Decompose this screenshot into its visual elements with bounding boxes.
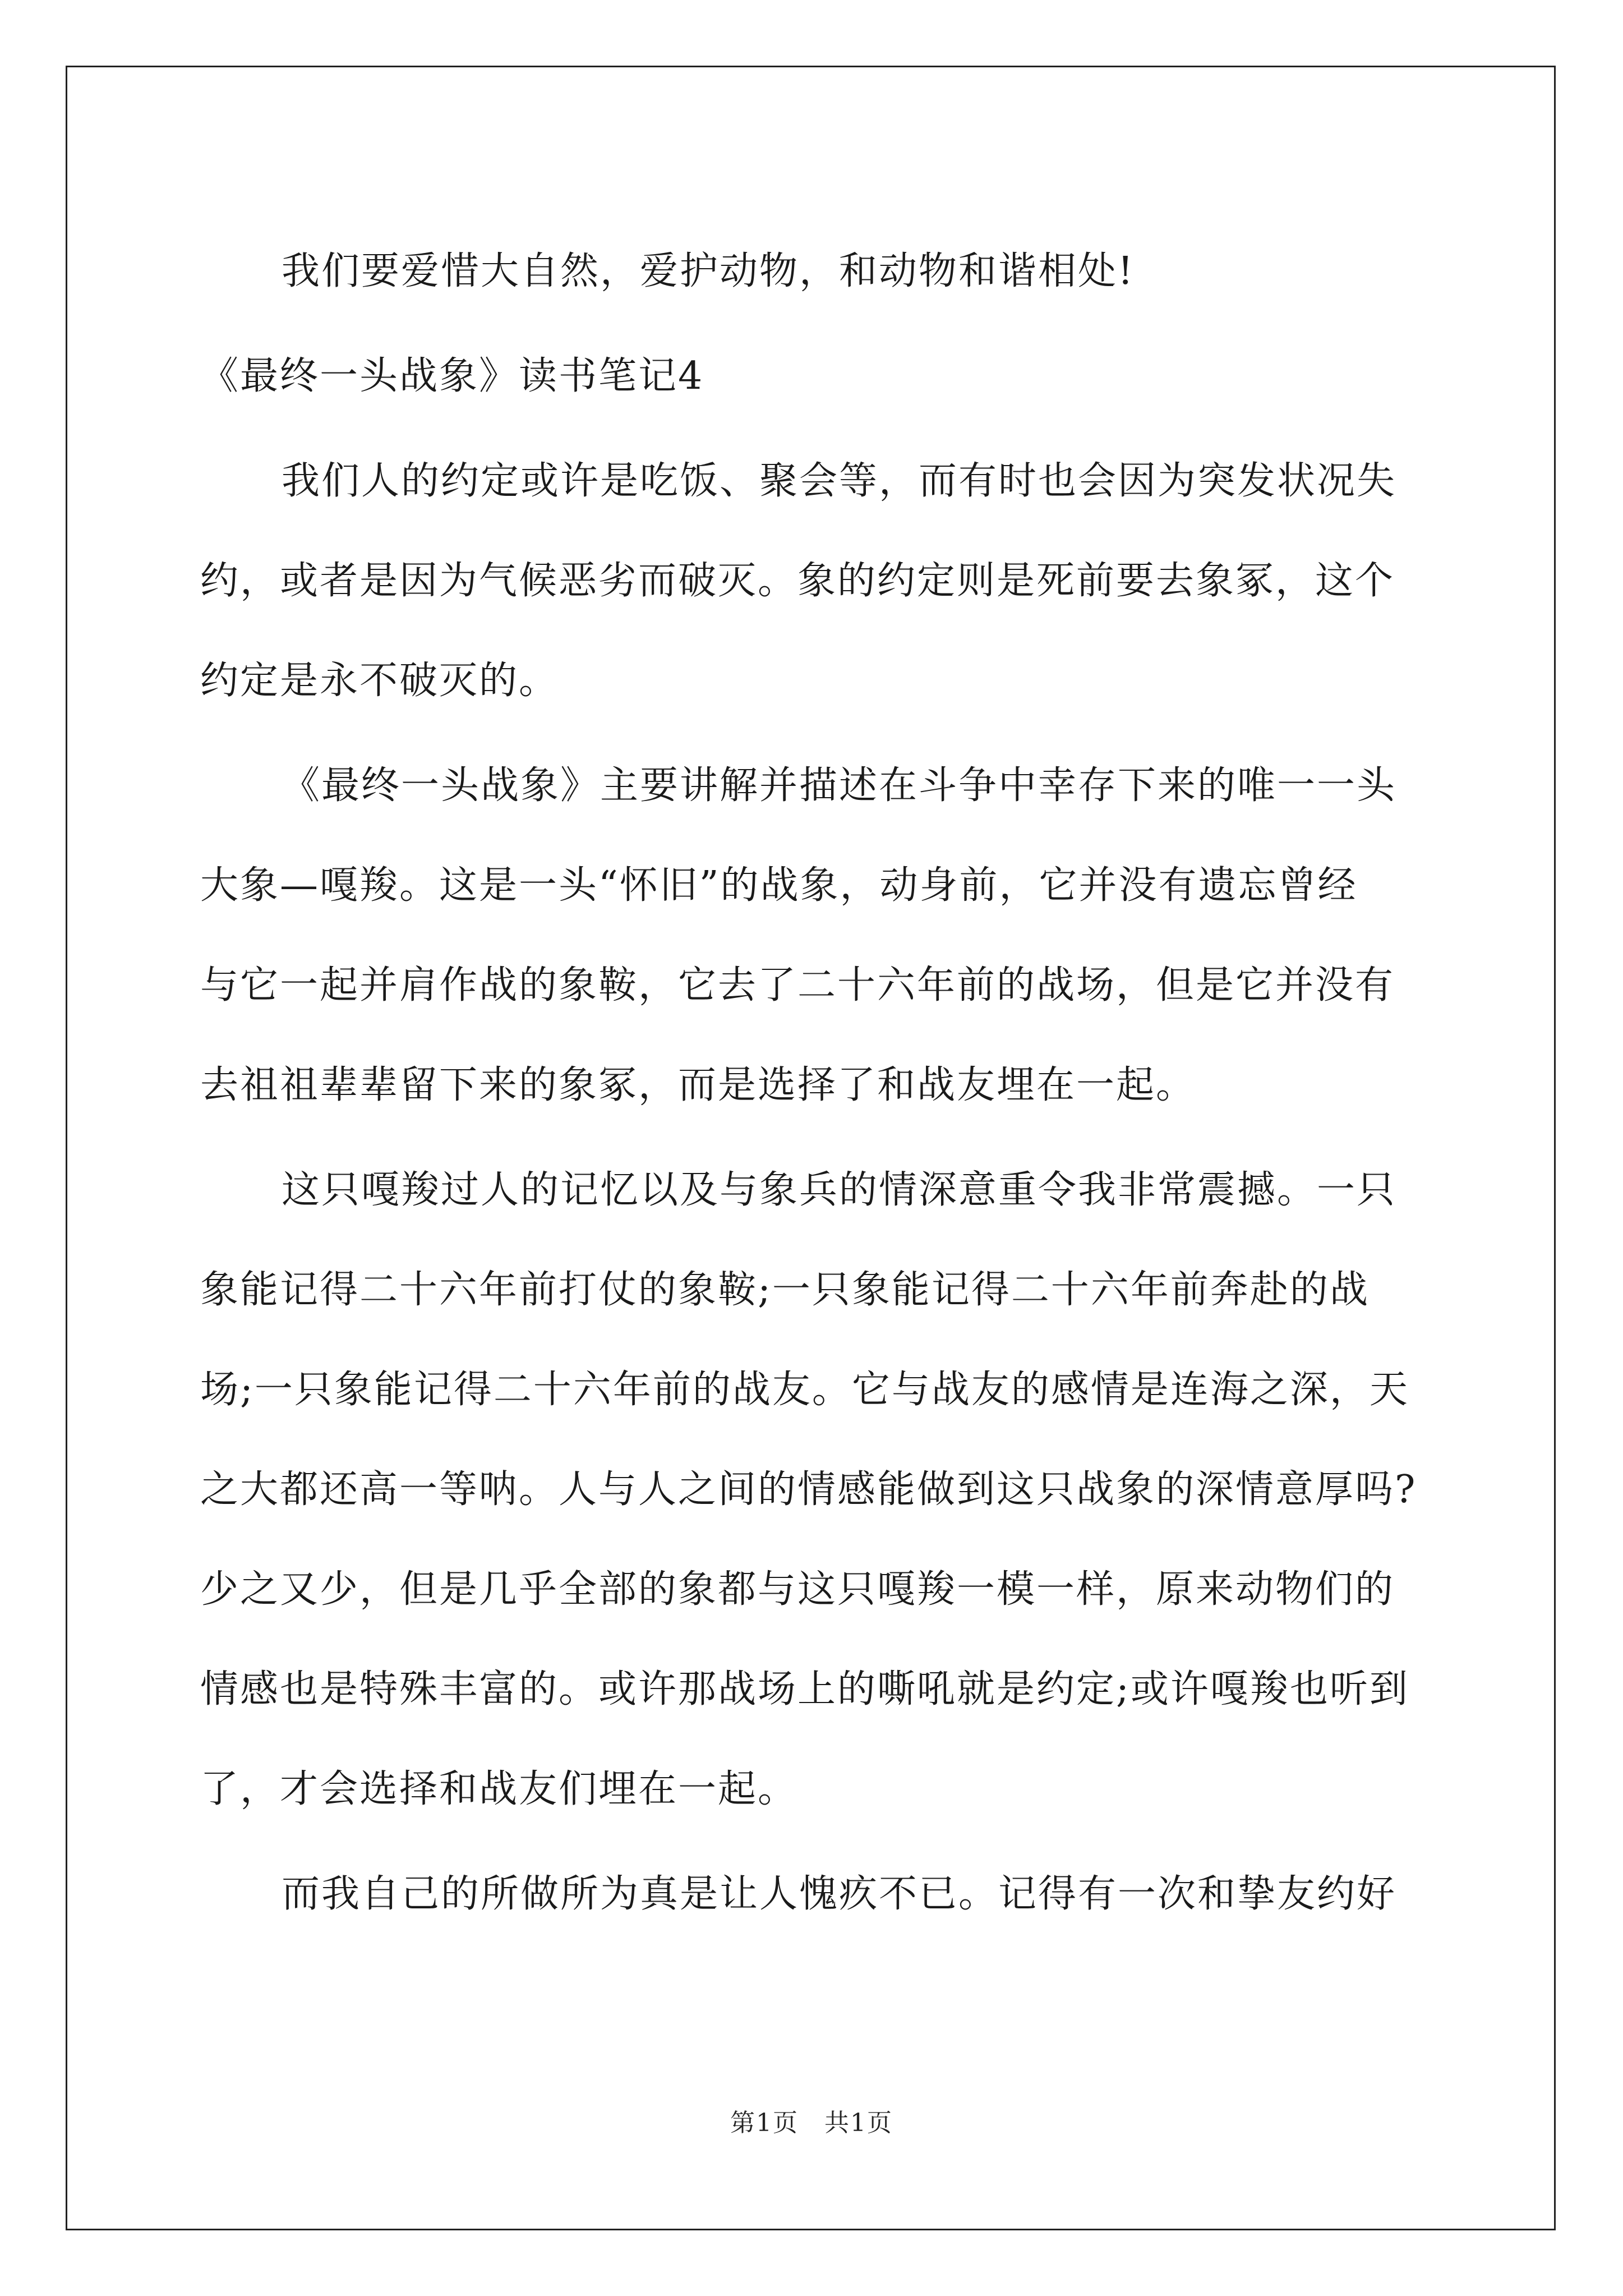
text-line: 去祖祖辈辈留下来的象冢，而是选择了和战友埋在一起。 xyxy=(200,1063,1196,1107)
text-line: 之大都还高一等呐。人与人之间的情感能做到这只战象的深情意厚吗? xyxy=(200,1467,1417,1512)
paragraph xyxy=(200,1844,1440,1944)
section-heading xyxy=(200,326,1440,426)
paragraph xyxy=(200,431,1440,731)
text-line: 我们人的约定或许是吃饭、聚会等，而有时也会因为突发状况失 xyxy=(282,459,1397,503)
paragraph xyxy=(200,1140,1440,1839)
text-line: 《最终一头战象》主要讲解并描述在斗争中幸存下来的唯一一头 xyxy=(282,763,1397,808)
text-line: 了，才会选择和战友们埋在一起。 xyxy=(200,1767,798,1811)
document-body xyxy=(200,222,1440,1949)
text-line: 约定是永不破灭的。 xyxy=(200,659,559,703)
page-footer: 第1页 共1页 xyxy=(730,2109,893,2137)
text-line: 《最终一头战象》读书笔记4 xyxy=(200,354,704,398)
paragraph xyxy=(200,222,1440,321)
text-line: 与它一起并肩作战的象鞍，它去了二十六年前的战场，但是它并没有 xyxy=(200,963,1395,1007)
text-line: 少之又少，但是几乎全部的象都与这只嘎羧一模一样，原来动物们的 xyxy=(200,1567,1395,1612)
text-line: 情感也是特殊丰富的。或许那战场上的嘶吼就是约定;或许嘎羧也听到 xyxy=(200,1667,1409,1711)
text-line: 我们要爱惜大自然，爱护动物，和动物和谐相处! xyxy=(282,249,1135,293)
text-line: 象能记得二十六年前打仗的象鞍;一只象能记得二十六年前奔赴的战 xyxy=(200,1268,1370,1312)
text-line: 场;一只象能记得二十六年前的战友。它与战友的感情是连海之深，天 xyxy=(200,1368,1409,1412)
text-line: 这只嘎羧过人的记忆以及与象兵的情深意重令我非常震撼。一只 xyxy=(282,1168,1397,1212)
text-line: 约，或者是因为气候恶劣而破灭。象的约定则是死前要去象冢，这个 xyxy=(200,559,1395,603)
text-line: 而我自己的所做所为真是让人愧疚不已。记得有一次和挚友约好 xyxy=(282,1872,1397,1916)
paragraph xyxy=(200,736,1440,1135)
text-line: 大象—嘎羧。这是一头“怀旧”的战象，动身前，它并没有遗忘曾经 xyxy=(200,863,1358,908)
